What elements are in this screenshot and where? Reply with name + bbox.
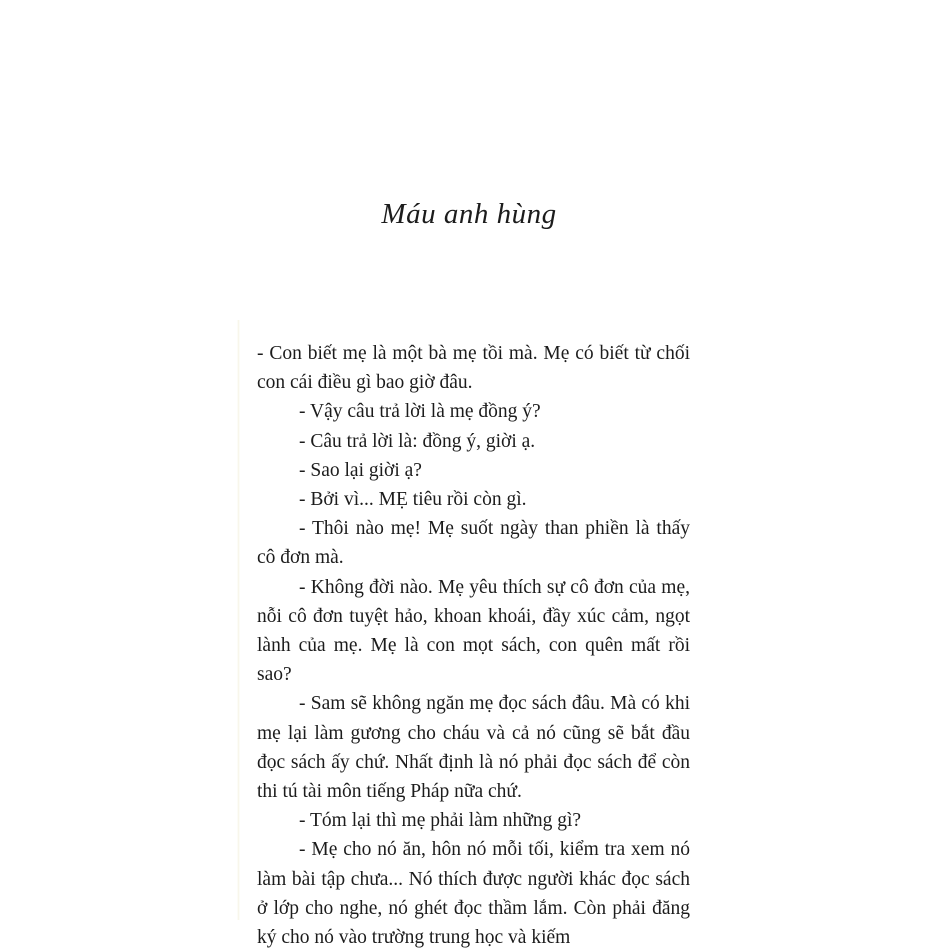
paragraph: - Không đời nào. Mẹ yêu thích sự cô đơn của mẹ, nỗi cô đơn tuyệt hảo, khoan khoái, đầy xúc cảm, ngọt lành của mẹ. Mẹ là con mọt sách, con quên mất rồi sao? [257, 576, 690, 686]
paragraph: - Vậy câu trả lời là mẹ đồng ý? [299, 401, 541, 423]
paragraph: - Sao lại giời ạ? [299, 459, 422, 481]
paragraph: - Bởi vì... MẸ tiêu rồi còn gì. [299, 489, 527, 511]
page-fold-shadow [237, 320, 240, 920]
paragraph: - Thôi nào mẹ! Mẹ suốt ngày than phiền là thấy cô đơn mà. [257, 518, 690, 569]
paragraph: - Câu trả lời là: đồng ý, giời ạ. [299, 430, 536, 452]
paragraph: - Tóm lại thì mẹ phải làm những gì? [299, 810, 582, 832]
chapter-title: Máu anh hùng [381, 198, 557, 230]
paragraph: - Sam sẽ không ngăn mẹ đọc sách đâu. Mà có khi mẹ lại làm gương cho cháu và cả nó cũng sẽ bắt đầu đọc sách ấy chứ. Nhất định là nó phải đọc sách để còn thi tú tài môn tiếng Pháp nữa chứ. [257, 693, 690, 803]
paragraph: - Mẹ cho nó ăn, hôn nó mỗi tối, kiểm tra xem nó làm bài tập chưa... Nó thích được người khác đọc sách ở lớp cho nghe, nó ghét đọc thầm lắm. Còn phải đăng ký cho nó vào trường trung học và kiếm [257, 839, 690, 949]
paragraph: - Con biết mẹ là một bà mẹ tồi mà. Mẹ có biết từ chối con cái điều gì bao giờ đâu. [257, 343, 690, 394]
chapter-body [257, 339, 690, 952]
